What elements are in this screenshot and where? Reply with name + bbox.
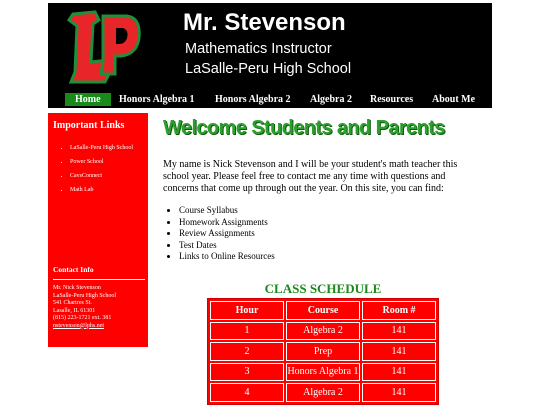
list-item: • Course Syllabus bbox=[179, 205, 275, 217]
table-row bbox=[210, 322, 436, 341]
contact-divider bbox=[53, 279, 145, 280]
table-row bbox=[210, 383, 436, 402]
contact-heading: Contact Info bbox=[53, 265, 94, 274]
header-banner bbox=[48, 3, 492, 91]
contact-phone: (815) 223-1721 ext. 381 bbox=[53, 315, 112, 321]
table-cell: Algebra 2 bbox=[286, 322, 360, 341]
column-header: Room # bbox=[362, 301, 436, 320]
list-item: • Review Assignments bbox=[179, 228, 275, 240]
site-contents-list bbox=[163, 205, 275, 263]
table-cell: 1 bbox=[210, 322, 284, 341]
table-cell: 141 bbox=[362, 383, 436, 402]
schedule-title: CLASS SCHEDULE bbox=[264, 281, 382, 296]
table-row bbox=[210, 363, 436, 382]
page-title: Welcome Students and Parents bbox=[163, 117, 445, 139]
column-header: Hour bbox=[210, 301, 284, 320]
table-cell: Prep bbox=[286, 342, 360, 361]
table-cell: 3 bbox=[210, 363, 284, 382]
contact-name: Mr. Nick Stevenson bbox=[53, 285, 101, 291]
intro-paragraph: My name is Nick Stevenson and I will be your student's math teacher this school year. Please feel free to contact me any time with questions and concerns that come up through out the year. On this site, you can find: bbox=[163, 159, 458, 194]
contact-email-link[interactable]: nstevenson@lphs.net bbox=[53, 322, 105, 329]
table-cell: Honors Algebra 1 bbox=[286, 363, 360, 382]
link-lphs[interactable]: • LaSalle-Peru High School bbox=[70, 141, 133, 155]
table-cell: 4 bbox=[210, 383, 284, 402]
sidebar bbox=[48, 113, 148, 347]
link-math-lab[interactable]: • Math Lab bbox=[70, 183, 133, 197]
table-header-row bbox=[210, 301, 436, 320]
link-power-school[interactable]: • Power School bbox=[70, 155, 133, 169]
table-cell: Algebra 2 bbox=[286, 383, 360, 402]
list-item: • Homework Assignments bbox=[179, 217, 275, 229]
table-cell: 141 bbox=[362, 363, 436, 382]
class-schedule-table bbox=[207, 298, 439, 405]
nav-resources[interactable]: Resources bbox=[370, 94, 414, 105]
table-cell: 2 bbox=[210, 342, 284, 361]
list-item: • Test Dates bbox=[179, 240, 275, 252]
nav-bar bbox=[48, 91, 492, 108]
contact-city: Lasalle, IL 61301 bbox=[53, 307, 96, 314]
table-cell: 141 bbox=[362, 322, 436, 341]
site-title: Mr. Stevenson bbox=[183, 9, 346, 36]
table-cell: 141 bbox=[362, 342, 436, 361]
site-school: LaSalle-Peru High School bbox=[185, 61, 352, 77]
nav-algebra-2[interactable]: Algebra 2 bbox=[310, 94, 352, 105]
contact-school: LaSalle-Peru High School bbox=[53, 292, 116, 299]
list-item: • Links to Online Resources bbox=[179, 251, 275, 263]
column-header: Course bbox=[286, 301, 360, 320]
nav-honors-algebra-1[interactable]: Honors Algebra 1 bbox=[119, 94, 195, 105]
link-cavsconnect[interactable]: • CavsConnect bbox=[70, 169, 133, 183]
site-subtitle: Mathematics Instructor bbox=[185, 41, 332, 57]
nav-about-me[interactable]: About Me bbox=[432, 94, 476, 105]
contact-street: 541 Chartres St. bbox=[53, 300, 92, 306]
lp-logo bbox=[65, 10, 145, 86]
nav-home[interactable]: Home bbox=[65, 93, 111, 106]
contact-info bbox=[53, 285, 116, 330]
table-row bbox=[210, 342, 436, 361]
important-links-list bbox=[48, 141, 133, 197]
sidebar-heading: Important Links bbox=[53, 120, 125, 131]
nav-honors-algebra-2[interactable]: Honors Algebra 2 bbox=[215, 94, 291, 105]
